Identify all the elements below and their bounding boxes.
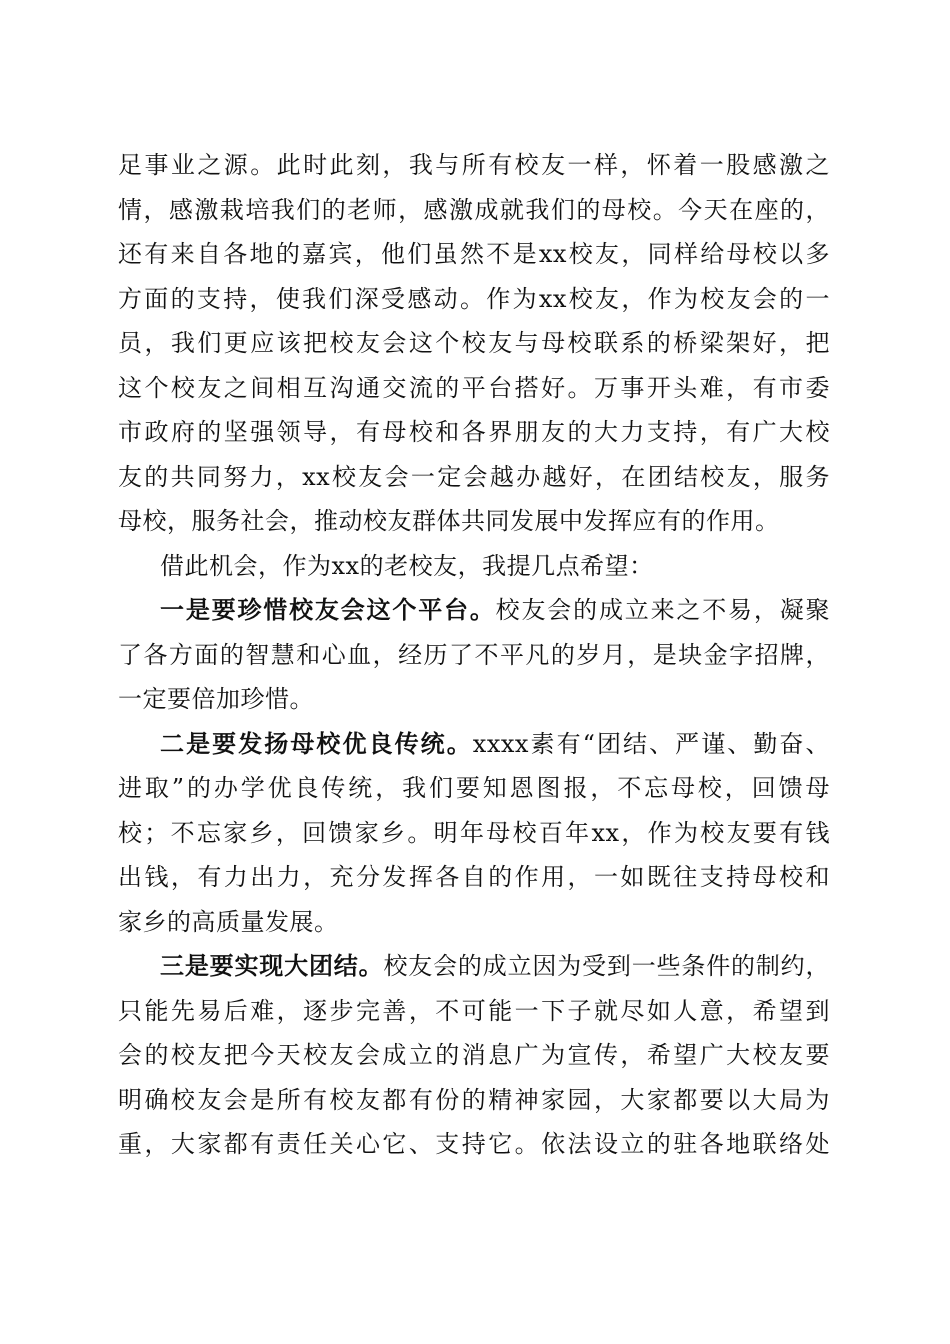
point-3-first-line xyxy=(160,951,830,981)
text-line: 家乡的高质量发展。 xyxy=(118,908,339,936)
text-line: 一定要倍加珍惜。 xyxy=(118,685,314,713)
text-line: 市政府的坚强领导，有母校和各界朋友的大力支持，有广大校 xyxy=(118,418,830,446)
point-2-first-line xyxy=(160,729,830,759)
text-line: 了各方面的智慧和心血，经历了不平凡的岁月，是块金字招牌， xyxy=(118,641,830,669)
text-line: 情，感激栽培我们的老师，感激成就我们的母校。今天在座的， xyxy=(118,196,830,224)
text-line: 方面的支持，使我们深受感动。作为xx校友，作为校友会的一 xyxy=(118,285,830,313)
text-line: 明确校友会是所有校友都有份的精神家园，大家都要以大局为 xyxy=(118,1086,830,1114)
text-line: 员，我们更应该把校友会这个校友与母校联系的桥梁架好，把 xyxy=(118,329,830,357)
point-3-text: 校友会的成立因为受到一些条件的制约， xyxy=(383,952,831,980)
text-line: 还有来自各地的嘉宾，他们虽然不是xx校友，同样给母校以多 xyxy=(118,240,830,268)
text-line: 出钱，有力出力，充分发挥各自的作用，一如既往支持母校和 xyxy=(118,863,830,891)
intro-line: 借此机会，作为xx的老校友，我提几点希望： xyxy=(160,552,654,580)
text-line: 足事业之源。此时此刻，我与所有校友一样，怀着一股感激之 xyxy=(118,151,830,179)
point-1-heading: 一是要珍惜校友会这个平台。 xyxy=(160,595,496,624)
text-line: 会的校友把今天校友会成立的消息广为宣传，希望广大校友要 xyxy=(118,1041,830,1069)
text-line: 友的共同努力，xx校友会一定会越办越好，在团结校友，服务 xyxy=(118,463,830,491)
text-line: 进取”的办学优良传统，我们要知恩图报，不忘母校，回馈母 xyxy=(118,774,830,802)
point-2-text: xxxx素有“团结、严谨、勤奋、 xyxy=(472,730,830,758)
point-2-heading: 二是要发扬母校优良传统。 xyxy=(160,729,473,758)
text-line: 这个校友之间相互沟通交流的平台搭好。万事开头难，有市委 xyxy=(118,374,830,402)
text-line: 重，大家都有责任关心它、支持它。依法设立的驻各地联络处 xyxy=(118,1130,830,1158)
text-line: 只能先易后难，逐步完善，不可能一下子就尽如人意，希望到 xyxy=(118,997,830,1025)
text-line: 母校，服务社会，推动校友群体共同发展中发挥应有的作用。 xyxy=(118,507,780,535)
text-line: 校；不忘家乡，回馈家乡。明年母校百年xx，作为校友要有钱 xyxy=(118,819,830,847)
point-1-text: 校友会的成立来之不易，凝聚 xyxy=(495,596,831,624)
point-3-heading: 三是要实现大团结。 xyxy=(160,951,384,980)
point-1-first-line xyxy=(160,595,830,625)
